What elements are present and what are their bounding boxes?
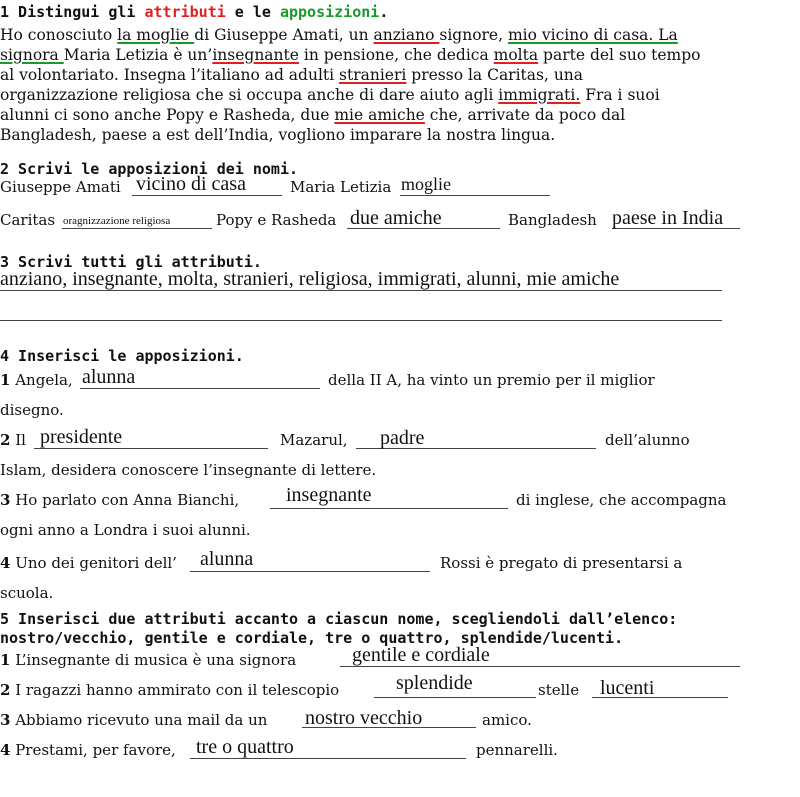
ex5-answer-2a: splendide xyxy=(396,672,473,694)
text: presso la Caritas, una xyxy=(406,66,584,84)
marked-attribute: immigrati. xyxy=(498,86,581,104)
marked-attribute: mie amiche xyxy=(334,106,425,124)
ex4-item-4-cont: scuola. xyxy=(0,584,54,602)
item-number: 2 xyxy=(0,681,11,699)
ex5-blank-2[interactable] xyxy=(374,697,536,698)
ex4-item-4-rest: Rossi è pregato di presentarsi a xyxy=(440,554,683,572)
marked-apposition: signora xyxy=(0,46,64,64)
ex1-line-5 xyxy=(0,105,790,125)
text: Fra i suoi xyxy=(580,86,660,104)
item-number: 1 xyxy=(0,371,11,389)
ex5-item-1 xyxy=(0,650,296,670)
ex4-item-2 xyxy=(0,430,26,450)
text: di Giuseppe Amati, un xyxy=(194,26,374,44)
ex1-line-6 xyxy=(0,125,790,145)
ex4-item-2-rest: dell’alunno xyxy=(605,431,690,449)
ex4-blank-4[interactable] xyxy=(270,508,508,509)
ex4-blank-5[interactable] xyxy=(190,571,430,572)
ex5-item-2 xyxy=(0,680,339,700)
text: che, arrivate da poco dal xyxy=(424,106,626,124)
ex4-item-3-rest: di inglese, che accompagna xyxy=(516,491,727,509)
ex1-line-1 xyxy=(0,25,790,45)
ex5-answer-1: gentile e cordiale xyxy=(352,644,490,666)
text: I ragazzi hanno ammirato con il telescopio xyxy=(15,681,340,699)
item-number: 4 xyxy=(0,554,11,572)
ex5-answer-3: nostro vecchio xyxy=(305,707,423,729)
ex1-title-end: . xyxy=(379,3,389,21)
marked-apposition: mio vicino di casa. La xyxy=(507,26,678,44)
ex5-item-3-rest: amico. xyxy=(482,711,532,729)
ex4-item-1-rest: della II A, ha vinto un premio per il miglior xyxy=(328,371,655,389)
item-number: 1 xyxy=(0,651,11,669)
ex4-answer-2b: padre xyxy=(380,427,425,449)
text: Prestami, per favore, xyxy=(15,741,176,759)
ex5-answer-4: tre o quattro xyxy=(196,736,294,758)
marked-attribute: stranieri xyxy=(339,66,407,84)
item-number: 3 xyxy=(0,491,11,509)
text: Bangladesh, paese a est dell’India, vogliono imparare la nostra lingua. xyxy=(0,126,556,144)
ex1-paragraph xyxy=(0,25,790,145)
text: Il xyxy=(15,431,26,449)
ex1-title xyxy=(0,3,388,21)
item-number: 4 xyxy=(0,741,11,759)
ex1-line-4 xyxy=(0,85,790,105)
ex4-item-2-mid: Mazarul, xyxy=(280,431,348,449)
ex4-answer-4: alunna xyxy=(200,548,254,570)
ex4-item-4 xyxy=(0,553,177,573)
ex2-answer-4: due amiche xyxy=(350,207,442,229)
item-number: 2 xyxy=(0,431,11,449)
item-number: 3 xyxy=(0,711,11,729)
ex1-title-attributi: attributi xyxy=(144,3,226,21)
text: organizzazione religiosa che si occupa anche di dare aiuto agli xyxy=(0,86,499,104)
ex2-blank-2[interactable] xyxy=(400,195,550,196)
text: Maria Letizia è un’ xyxy=(63,46,213,64)
ex4-answer-2a: presidente xyxy=(40,426,123,448)
text: L’insegnante di musica è una signora xyxy=(15,651,297,669)
ex2-label-maria: Maria Letizia xyxy=(290,178,392,196)
ex4-item-1 xyxy=(0,370,73,390)
ex5-item-4 xyxy=(0,740,176,760)
ex2-label-popy: Popy e Rasheda xyxy=(216,211,337,229)
text: Ho parlato con Anna Bianchi, xyxy=(15,491,240,509)
ex2-answer-1: vicino di casa xyxy=(136,173,246,195)
ex3-blank-1[interactable] xyxy=(0,290,722,291)
ex2-title: 2 Scrivi le apposizioni dei nomi. xyxy=(0,160,299,178)
ex2-answer-2: moglie xyxy=(401,174,451,194)
marked-attribute: insegnante xyxy=(212,46,299,64)
ex4-item-1-cont: disegno. xyxy=(0,401,64,419)
text: Angela, xyxy=(15,371,73,389)
ex2-label-giuseppe: Giuseppe Amati xyxy=(0,178,121,196)
text: Ho conosciuto xyxy=(0,26,118,44)
ex2-label-bangladesh: Bangladesh xyxy=(508,211,597,229)
ex4-item-3 xyxy=(0,490,239,510)
ex1-title-apposizioni: apposizioni xyxy=(279,3,380,21)
text: al volontariato. Insegna l’italiano ad adulti xyxy=(0,66,340,84)
ex4-item-3-cont: ogni anno a Londra i suoi alunni. xyxy=(0,521,251,539)
ex1-line-2 xyxy=(0,45,790,65)
text: alunni ci sono anche Popy e Rasheda, due xyxy=(0,106,335,124)
ex2-answer-5: paese in India xyxy=(612,207,724,229)
ex2-answer-3: oragnizzazione religiosa xyxy=(63,215,171,227)
ex5-title-line-2: nostro/vecchio, gentile e cordiale, tre o quattro, splendide/lucenti. xyxy=(0,629,624,647)
ex5-answer-2b: lucenti xyxy=(600,677,655,699)
ex5-item-2-mid: stelle xyxy=(538,681,580,699)
ex1-title-prefix: 1 Distingui gli xyxy=(0,3,145,21)
text: Uno dei genitori dell’ xyxy=(15,554,177,572)
ex4-item-2-cont: Islam, desidera conoscere l’insegnante di lettere. xyxy=(0,461,377,479)
ex2-label-caritas: Caritas xyxy=(0,211,56,229)
ex1-line-3 xyxy=(0,65,790,85)
text: in pensione, che dedica xyxy=(298,46,494,64)
ex3-answer: anziano, insegnante, molta, stranieri, religiosa, immigrati, alunni, mie amiche xyxy=(0,268,620,290)
ex2-blank-3[interactable] xyxy=(62,228,212,229)
ex5-item-3 xyxy=(0,710,267,730)
text: parte del suo tempo xyxy=(538,46,701,64)
marked-attribute: anziano xyxy=(373,26,440,44)
ex4-answer-1: alunna xyxy=(82,366,136,388)
ex3-title: 3 Scrivi tutti gli attributi. xyxy=(0,253,262,271)
ex5-title-line-1: 5 Inserisci due attributi accanto a ciascun nome, scegliendoli dall’elenco: xyxy=(0,610,678,628)
ex3-blank-2[interactable] xyxy=(0,320,722,321)
ex4-answer-3: insegnante xyxy=(286,484,372,506)
text: signore, xyxy=(439,26,508,44)
ex4-title: 4 Inserisci le apposizioni. xyxy=(0,347,244,365)
ex1-title-mid: e le xyxy=(225,3,280,21)
ex5-item-4-rest: pennarelli. xyxy=(476,741,558,759)
marked-apposition: la moglie xyxy=(117,26,195,44)
text: Abbiamo ricevuto una mail da un xyxy=(15,711,268,729)
marked-attribute: molta xyxy=(493,46,539,64)
